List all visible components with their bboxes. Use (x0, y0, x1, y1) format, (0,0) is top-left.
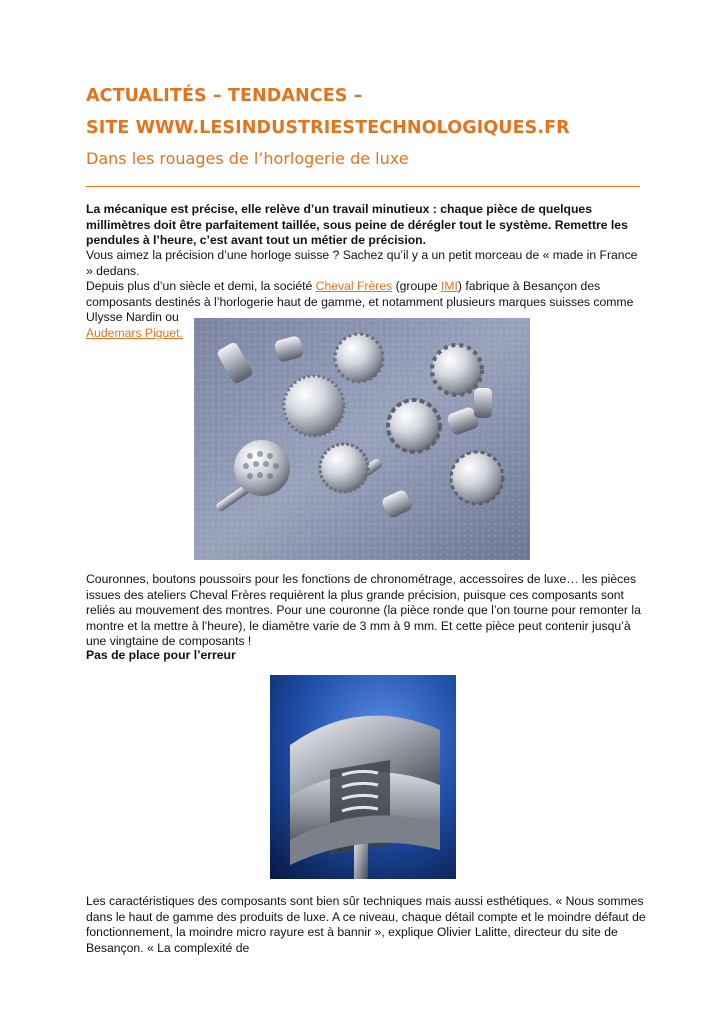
intro-text-a: Depuis plus d’un siècle et demi, la société (86, 279, 316, 294)
watch-crowns-photo (194, 318, 530, 560)
section-heading: Pas de place pour l’erreur (86, 648, 236, 662)
crown-mechanism-photo (270, 675, 456, 879)
header-title-line2: SITE WWW.LESINDUSTRIESTECHNOLOGIQUES.FR (86, 118, 570, 138)
header-title-line1: ACTUALITÉS – TENDANCES – (86, 86, 363, 106)
link-imi[interactable]: IMI (440, 279, 458, 294)
article-subtitle: Dans les rouages de l’horlogerie de luxe (86, 149, 409, 168)
intro-text-b: (groupe (392, 279, 441, 294)
paragraph-components: Couronnes, boutons poussoirs pour les fonctions de chronométrage, accessoires de luxe… les pièces issues des ateliers Cheval Frères requièrent la plus grande précision, puisque ces composants sont reliés au mouvement des montres. Pour une couronne (la pièce ronde que l’on tourne pour remonter la montre et la mettre à l’heure), le diamètre varie de 3 mm à 9 mm. Et cette pièce peut contenir jusqu’à une vingtaine de composants ! (86, 572, 641, 649)
intro-line1: Vous aimez la précision d’une horloge suisse ? Sachez qu’il y a un petit morceau de « made in France » dedans. (86, 248, 638, 278)
intro-lead: La mécanique est précise, elle relève d’un travail minutieux : chaque pièce de quelques millimètres doit être parfaitement taillée, sous peine de dérégler tout le système. Remettre les pendules à l’heure, c’est avant tout un métier de précision. (86, 202, 628, 248)
link-cheval-freres[interactable]: Cheval Frères (315, 279, 393, 294)
paragraph-characteristics: Les caractéristiques des composants sont bien sûr techniques mais aussi esthétiques. « Nous sommes dans le haut de gamme des produits de luxe. A ce niveau, chaque détail compte et le moindre défaut de fonctionnement, la moindre micro rayure est à bannir », explique Olivier Lalitte, directeur du site de Besançon. « La complexité de (86, 894, 646, 955)
header-divider (86, 186, 640, 187)
intro-text-c: ) fabrique à Besançon des composants destinés à l’horlogerie haut de gamme, et notamment plusieurs marques suisses comme Ulysse Nardin ou (86, 279, 634, 325)
link-audemars-piguet[interactable]: Audemars Piguet. (86, 325, 183, 340)
